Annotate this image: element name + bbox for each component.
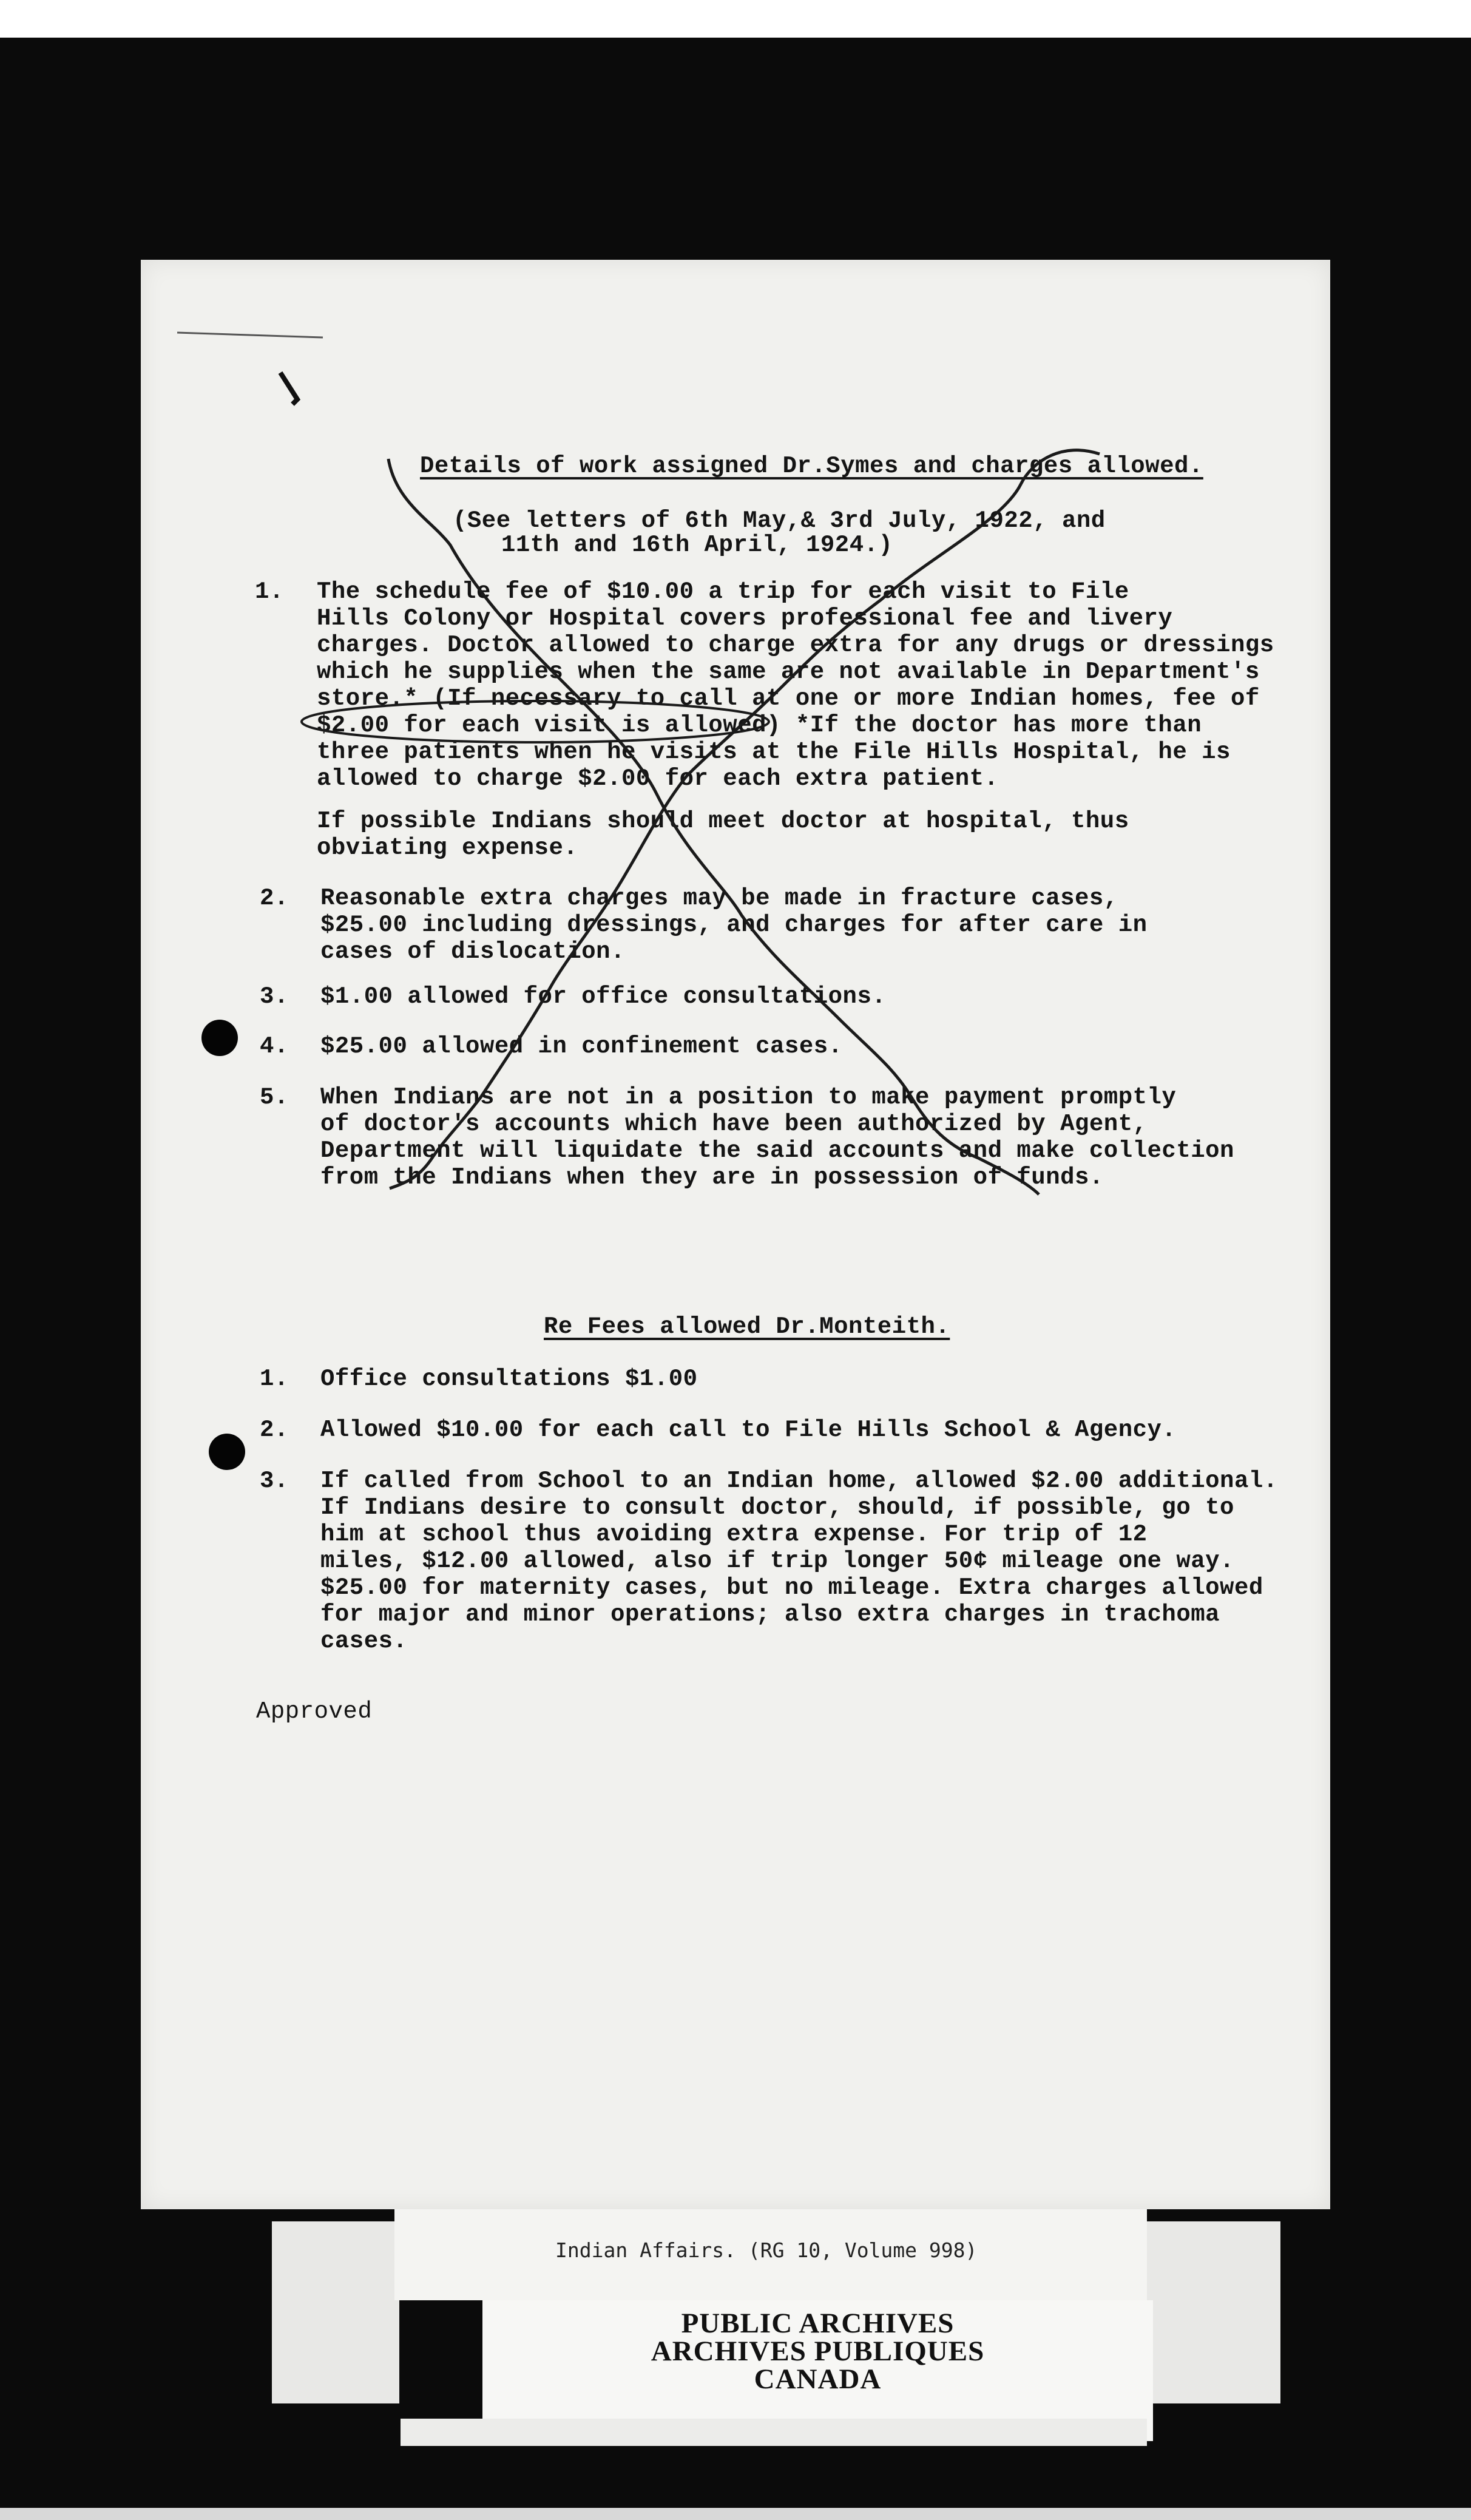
item-1-line-1: The schedule fee of $10.00 a trip for each visit to File [317, 578, 1129, 605]
section-2-item-3-line-4: miles, $12.00 allowed, also if trip longer 50¢ mileage one way. [320, 1548, 1234, 1574]
item-1-line-3: charges. Doctor allowed to charge extra for any drugs or dressings [317, 632, 1274, 659]
item-number: 2. [260, 885, 289, 912]
item-4-line-1: $25.00 allowed in confinement cases. [320, 1033, 843, 1060]
archive-card-back-right [1141, 2221, 1280, 2403]
scan-top-margin [0, 0, 1471, 38]
section-2-item-3-line-3: him at school thus avoiding extra expense. For trip of 12 [320, 1521, 1148, 1548]
item-1-note-line-2: obviating expense. [317, 835, 578, 861]
item-5-line-3: Department will liquidate the said accounts and make collection [320, 1137, 1234, 1164]
item-number: 3. [260, 983, 289, 1010]
item-1-line-7: three patients when he visits at the File Hills Hospital, he is [317, 739, 1231, 765]
archive-line-3: CANADA [754, 2363, 882, 2395]
item-2-line-3: cases of dislocation. [320, 938, 625, 965]
document-title: Details of work assigned Dr.Symes and charges allowed. [420, 453, 1203, 479]
item-number: 1. [260, 1366, 289, 1392]
item-number: 2. [260, 1417, 289, 1443]
archive-card-back-left [272, 2221, 399, 2403]
item-number: 4. [260, 1033, 289, 1060]
item-1-line-2: Hills Colony or Hospital covers professional fee and livery [317, 605, 1173, 632]
section-2-item-1-line-1: Office consultations $1.00 [320, 1366, 698, 1392]
section-2-title: Re Fees allowed Dr.Monteith. [544, 1313, 950, 1340]
item-1-line-8: allowed to charge $2.00 for each extra patient. [317, 765, 999, 792]
section-2-item-3-line-2: If Indians desire to consult doctor, should, if possible, go to [320, 1494, 1234, 1521]
item-number: 5. [260, 1084, 289, 1111]
item-2-line-1: Reasonable extra charges may be made in fracture cases, [320, 885, 1118, 912]
item-1-note-line-1: If possible Indians should meet doctor at hospital, thus [317, 808, 1129, 835]
archive-line-2: ARCHIVES PUBLIQUES [651, 2335, 985, 2367]
item-number: 3. [260, 1468, 289, 1494]
document-body [141, 260, 1330, 2209]
archive-collection-card [394, 2209, 1147, 2300]
item-5-line-2: of doctor's accounts which have been authorized by Agent, [320, 1111, 1148, 1137]
section-2-item-3-line-5: $25.00 for maternity cases, but no mileage. Extra charges allowed [320, 1574, 1263, 1601]
item-2-line-2: $25.00 including dressings, and charges for after care in [320, 912, 1148, 938]
section-2-item-2-line-1: Allowed $10.00 for each call to File Hills School & Agency. [320, 1417, 1177, 1443]
archive-collection-text: Indian Affairs. (RG 10, Volume 998) [555, 2238, 978, 2262]
reference-line-2: 11th and 16th April, 1924.) [501, 532, 893, 558]
archive-card-bottom [401, 2419, 1147, 2446]
item-5-line-4: from the Indians when they are in possession of funds. [320, 1164, 1104, 1191]
item-5-line-1: When Indians are not in a position to make payment promptly [320, 1084, 1177, 1111]
document-page [141, 260, 1330, 2209]
scan-bottom-margin [0, 2508, 1471, 2520]
item-1-line-4: which he supplies when the same are not available in Department's [317, 659, 1260, 685]
section-2-item-3-line-1: If called from School to an Indian home, allowed $2.00 additional. [320, 1468, 1278, 1494]
reference-line-1: (See letters of 6th May,& 3rd July, 1922, and [453, 507, 1106, 534]
item-3-line-1: $1.00 allowed for office consultations. [320, 983, 887, 1010]
archive-line-1: PUBLIC ARCHIVES [681, 2308, 955, 2339]
item-number: 1. [255, 578, 284, 605]
approved-label: Approved [256, 1698, 373, 1725]
item-1-line-5: store.* (If necessary to call at one or more Indian homes, fee of [317, 685, 1260, 712]
item-1-line-6: $2.00 for each visit is allowed) *If the doctor has more than [317, 712, 1202, 739]
section-2-item-3-line-7: cases. [320, 1628, 408, 1655]
section-2-item-3-line-6: for major and minor operations; also extra charges in trachoma [320, 1601, 1220, 1628]
